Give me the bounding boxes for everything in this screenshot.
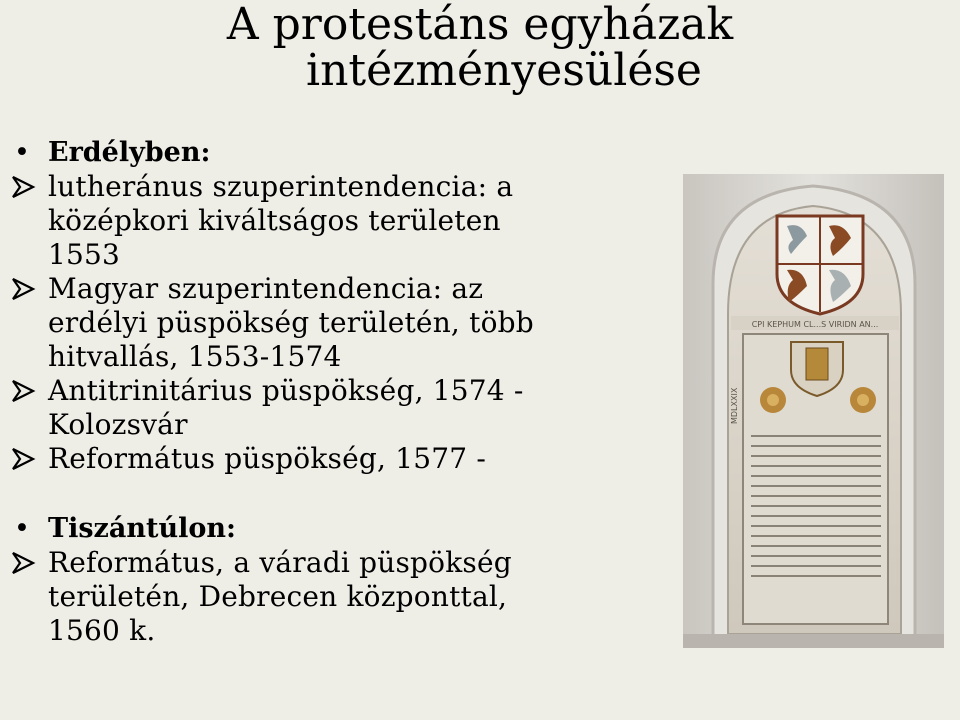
memorial-stone-image [683,174,944,648]
list-item: Református püspökség, 1577 - [10,442,670,476]
section-heading-erdely: • Erdélyben: [14,137,211,168]
slide-content [10,136,670,648]
arrow-bullet-icon [10,174,36,200]
arrow-bullet-icon [10,446,36,472]
section-heading-tiszantul: • Tiszántúlon: [14,513,236,544]
spacer [10,476,670,512]
bullet-dot-icon: • [14,513,30,544]
inscription-date: MDLXXIX [730,387,739,424]
arrow-bullet-icon [10,550,36,576]
memorial-stone-photo [683,174,944,648]
title-line-2: intézményesülése [306,45,702,96]
bullet-dot-icon: • [14,137,30,168]
arrow-bullet-icon [10,378,36,404]
arrow-bullet-icon [10,276,36,302]
list-item: lutheránus szuperintendencia: a középkori kiváltságos területen 1553 [10,170,670,272]
list-item: Magyar szuperintendencia: az erdélyi püspökség területén, több hitvallás, 1553-1574 [10,272,670,374]
title-line-1: A protestáns egyházak [226,0,734,50]
page-title [150,2,810,94]
list-item: Református, a váradi püspökség területén, Debrecen központtal, 1560 k. [10,546,670,648]
list-item: Antitrinitárius püspökség, 1574 - Kolozsvár [10,374,670,442]
inscription-top: CPI KEPHUM CL...S VIRIDN AN... [751,320,879,329]
